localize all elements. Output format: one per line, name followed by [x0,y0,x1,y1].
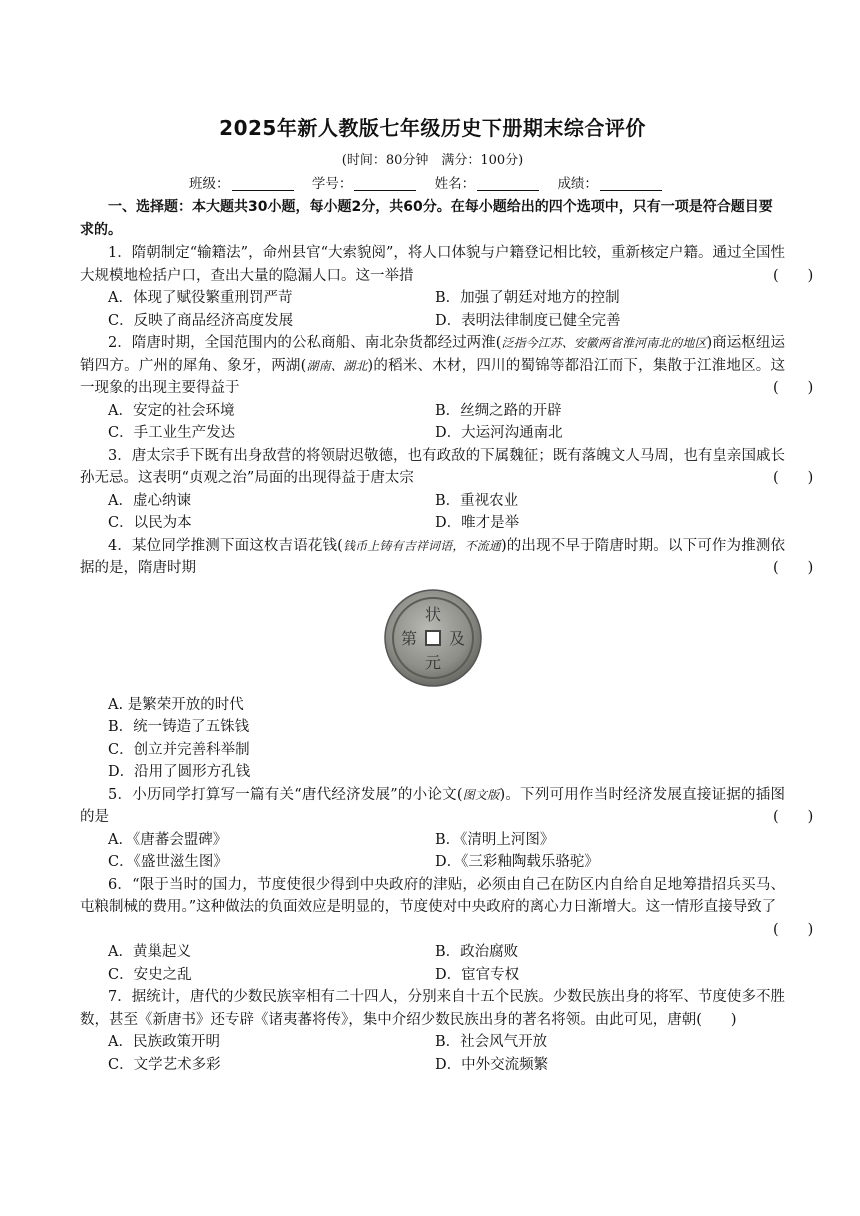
option-c: C．文学艺术多彩 [108,1056,221,1073]
coin-char-left: 第 [400,628,417,648]
class-blank[interactable] [232,176,294,191]
exam-page [80,112,814,1076]
option-a: A. 是繁荣开放的时代 [108,696,244,713]
option-b: B．政治腐败 [435,944,519,960]
question-2 [80,332,814,400]
option-d: D．大运河沟通南北 [435,425,563,441]
question-text: 1．隋朝制定“输籍法”，命州县官“大索貌阅”，将人口体貌与户籍登记相比较，重新核定户籍。通过全国性大规模地检括户口，查出大量的隐漏人口。这一举措 [80,245,785,284]
section-heading: 一、选择题：本大题共30小题，每小题2分，共60分。在每小题给出的四个选项中，只有一项是符合题目要求的。 [80,199,773,238]
student-id-blank[interactable] [354,176,416,191]
question-3 [80,445,814,490]
option-a: A．虚心纳谏 [108,492,191,509]
option-b: B．《清明上河图》 [435,831,555,848]
question-4-options [80,694,785,784]
answer-paren: ( ) [773,560,814,576]
question-text: 5．小历同学打算写一篇有关“唐代经济发展”的小论文( [108,786,463,803]
question-text: 3．唐太宗手下既有出身敌营的将领尉迟敬德，也有政敌的下属魏征；既有落魄文人马周，也有皇亲国戚长孙无忌。这表明“贞观之治”局面的出现得益于唐太宗 [80,447,785,486]
answer-paren: ( ) [773,380,814,396]
answer-paren: ( ) [773,921,814,938]
option-b: B．统一铸造了五铢钱 [108,719,250,735]
score-label: 成绩： [557,176,598,192]
option-d: D．中外交流频繁 [435,1056,549,1073]
name-blank[interactable] [477,176,539,191]
score-blank[interactable] [600,176,662,191]
option-c: C．《盛世滋生图》 [108,854,228,870]
option-b: B．社会风气开放 [435,1034,548,1050]
option-b: B．丝绸之路的开辟 [435,402,562,419]
question-note: 图文版 [462,787,500,802]
option-c: C．手工业生产发达 [108,425,236,441]
question-6-options [80,941,785,986]
question-note: 钱币上铸有吉祥词语，不流通 [342,538,501,553]
question-2-options [80,400,785,445]
option-d: D．沿用了圆形方孔钱 [108,764,251,780]
answer-paren: ( ) [773,267,814,284]
question-text: )。下列可用作当时经济发展直接证据的插图的是 [80,786,785,825]
question-5 [80,784,814,829]
answer-paren: ( ) [773,809,814,825]
question-7-options [80,1031,785,1076]
question-3-options [80,490,785,535]
coin-char-bottom: 元 [424,652,441,672]
question-1-options [80,287,785,332]
coin-char-top: 状 [424,604,441,624]
class-label: 班级： [189,176,230,192]
question-text: )的出现不早于隋唐时期。以下可作为推测依据的是，隋唐时期 [80,537,785,576]
option-a: A．安定的社会环境 [108,402,235,419]
answer-paren: ( ) [773,470,814,486]
answer-paren: ( ) [696,1011,737,1028]
question-7 [80,986,785,1031]
question-1 [80,242,814,287]
question-text: 2．隋唐时期，全国范围内的公私商船、南北杂货都经过两淮( [108,335,502,351]
name-label: 姓名： [434,176,476,192]
question-5-options [80,829,785,874]
option-c: C．以民为本 [108,515,192,531]
question-text: 7．据统计，唐代的少数民族宰相有二十四人，分别来自十五个民族。少数民族出身的将军、节度使多不胜数，甚至《新唐书》还专辟《诸夷蕃将传》，集中介绍少数民族出身的著名将领。由此可见，唐朝 [80,989,785,1028]
coin-figure [80,588,785,688]
coin-char-right: 及 [448,628,465,648]
student-info-row [80,172,785,192]
question-note: 泛指今江苏、安徽两省淮河南北的地区 [501,336,707,350]
option-a: A．民族政策开明 [108,1034,220,1050]
option-d: D．唯才是举 [435,515,520,531]
option-a: A．体现了赋役繁重刑罚严苛 [108,290,293,306]
question-text: 4．某位同学推测下面这枚吉语花钱( [108,537,343,554]
question-text: 6．“限于当时的国力，节度使很少得到中央政府的津贴，必须由自己在防区内自给自足地筹措招兵买马、屯粮制械的费用。”这种做法的负面效应是明显的，节度使对中央政府的离心力日渐增大。这一情形直接导致了 [80,876,785,915]
question-note: 湖南、湖北 [306,358,368,373]
question-text: )的稻米、木材，四川的蜀锦等都沿江而下，集散于江淮地区。这一现象的出现主要得益于 [80,357,785,396]
option-a: A．《唐蕃会盟碑》 [108,831,228,848]
option-d: D．表明法律制度已健全完善 [435,312,621,329]
question-4 [80,535,814,580]
option-d: D．宦官专权 [435,966,520,983]
option-a: A．黄巢起义 [108,944,191,960]
coin-image [383,588,483,688]
question-text: )商运枢纽运销四方。广州的犀角、象牙，两湖( [80,335,785,374]
option-c: C．反映了商品经济高度发展 [108,312,294,329]
student-id-label: 学号： [311,176,353,192]
option-b: B．重视农业 [435,492,519,509]
exam-subtitle: (时间：80分钟 满分：100分) [341,153,524,168]
option-c: C．安史之乱 [108,966,192,983]
exam-title: 2025年新人教版七年级历史下册期末综合评价 [219,116,646,140]
question-6 [80,874,814,942]
option-c: C．创立并完善科举制 [108,741,250,758]
option-b: B．加强了朝廷对地方的控制 [435,290,620,306]
option-d: D．《三彩釉陶载乐骆驼》 [435,854,599,870]
